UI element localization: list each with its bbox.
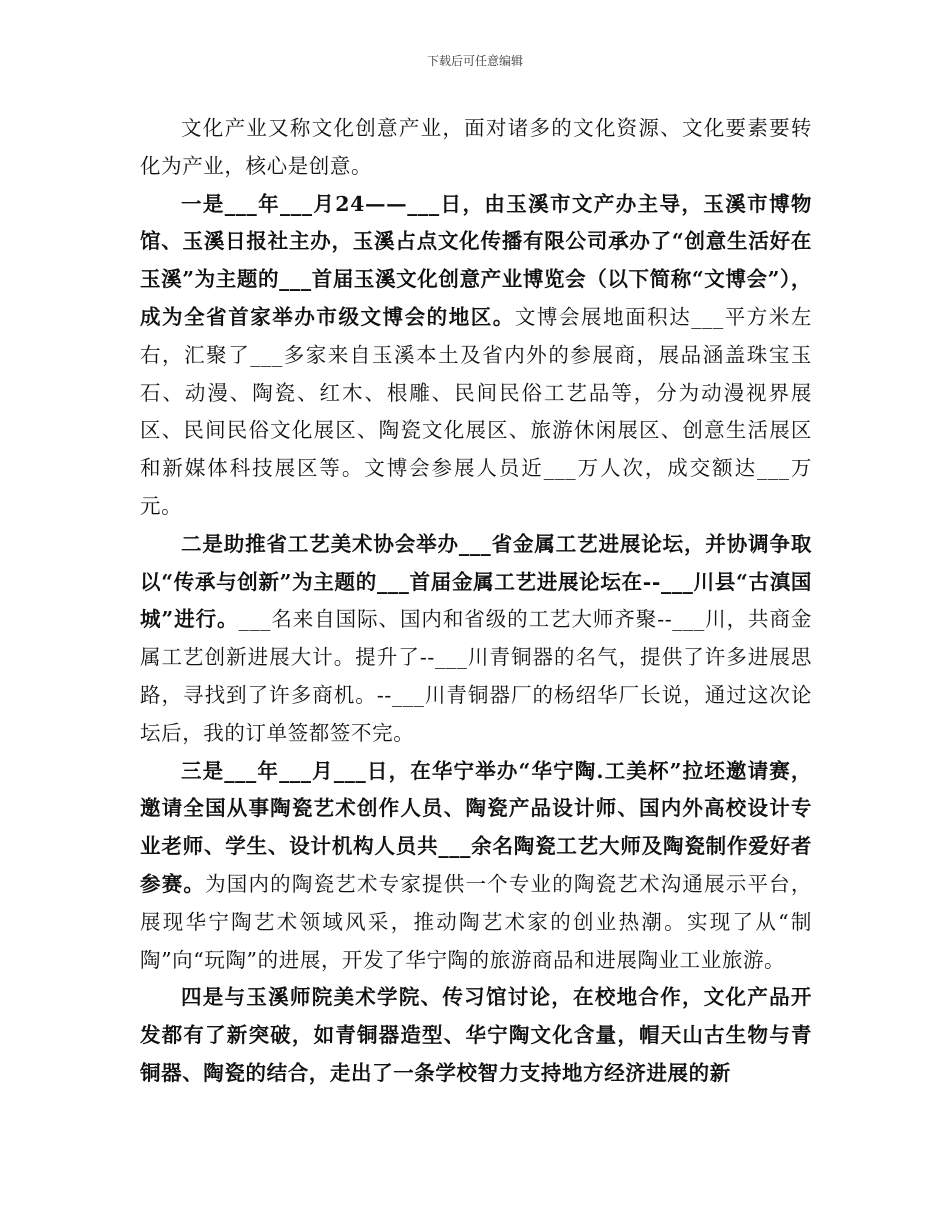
paragraph-lead: 四是与玉溪师院美术学院、传习馆讨论，在校地合作，文化产品开发都有了新突破，如青铜器造型、华宁陶文化含量，帽天山古生物与青铜器、陶瓷的结合，走出了一条学校智力支持地方经济进展的新 [140, 985, 812, 1085]
paragraph-text: 文化产业又称文化创意产业，面对诸多的文化资源、文化要素要转化为产业，核心是创意。 [140, 116, 812, 178]
paragraph-lead: 一是___年___月24——___日，由玉溪市文产办主导，玉溪市博物馆、玉溪日报社主办，玉溪占点文化传播有限公司承办了“创意生活好在玉溪”为主题的___首届玉溪文化创意产业博览会（以下简称“文博会”），成为全省首家举办市级文博会的地区。 [140, 191, 812, 329]
paragraph-lead: 三是___年___月___日，在华宁举办“华宁陶.工美杯”拉坯邀请赛，邀请全国从事陶瓷艺术创作人员、陶瓷产品设计师、国内外高校设计专业老师、学生、设计机构人员共___余名陶瓷工艺大师及陶瓷制作爱好者参赛。 [140, 758, 812, 896]
paragraph-item-4 [140, 979, 812, 1092]
page-header: 下载后可任意编辑 [426, 54, 523, 68]
paragraph-item-3 [140, 753, 812, 980]
paragraph-text: 文博会展地面积达___平方米左右，汇聚了___多家来自玉溪本土及省内外的参展商，展品涵盖珠宝玉石、动漫、陶瓷、红木、根雕、民间民俗工艺品等，分为动漫视界展区、民间民俗文化展区、陶瓷文化展区、旅游休闲展区、创意生活展区和新媒体科技展区等。文博会参展人员近___万人次，成交额达___万元。 [140, 304, 813, 518]
paragraph-text: 为国内的陶瓷艺术专家提供一个专业的陶瓷艺术沟通展示平台，展现华宁陶艺术领域风采，推动陶艺术家的创业热潮。实现了从“制陶”向“玩陶”的进展，开发了华宁陶的旅游商品和进展陶业工业旅游。 [140, 871, 812, 972]
paragraph-text: ___名来自国际、国内和省级的工艺大师齐聚--___川，共商金属工艺创新进展大计。提升了--___川青铜器的名气，提供了许多进展思路，寻找到了许多商机。--___川青铜器厂的杨绍华厂长说，通过这次论坛后，我的订单签都签不完。 [140, 607, 813, 745]
paragraph-lead: 二是助推省工艺美术协会举办___省金属工艺进展论坛，并协调争取以“传承与创新”为主题的___首届金属工艺进展论坛在--___川县“古滇国城”进行。 [140, 531, 812, 632]
paragraph-item-1 [140, 186, 812, 526]
paragraph-intro [140, 110, 812, 186]
document-body [140, 110, 812, 1093]
paragraph-item-2 [140, 526, 812, 753]
